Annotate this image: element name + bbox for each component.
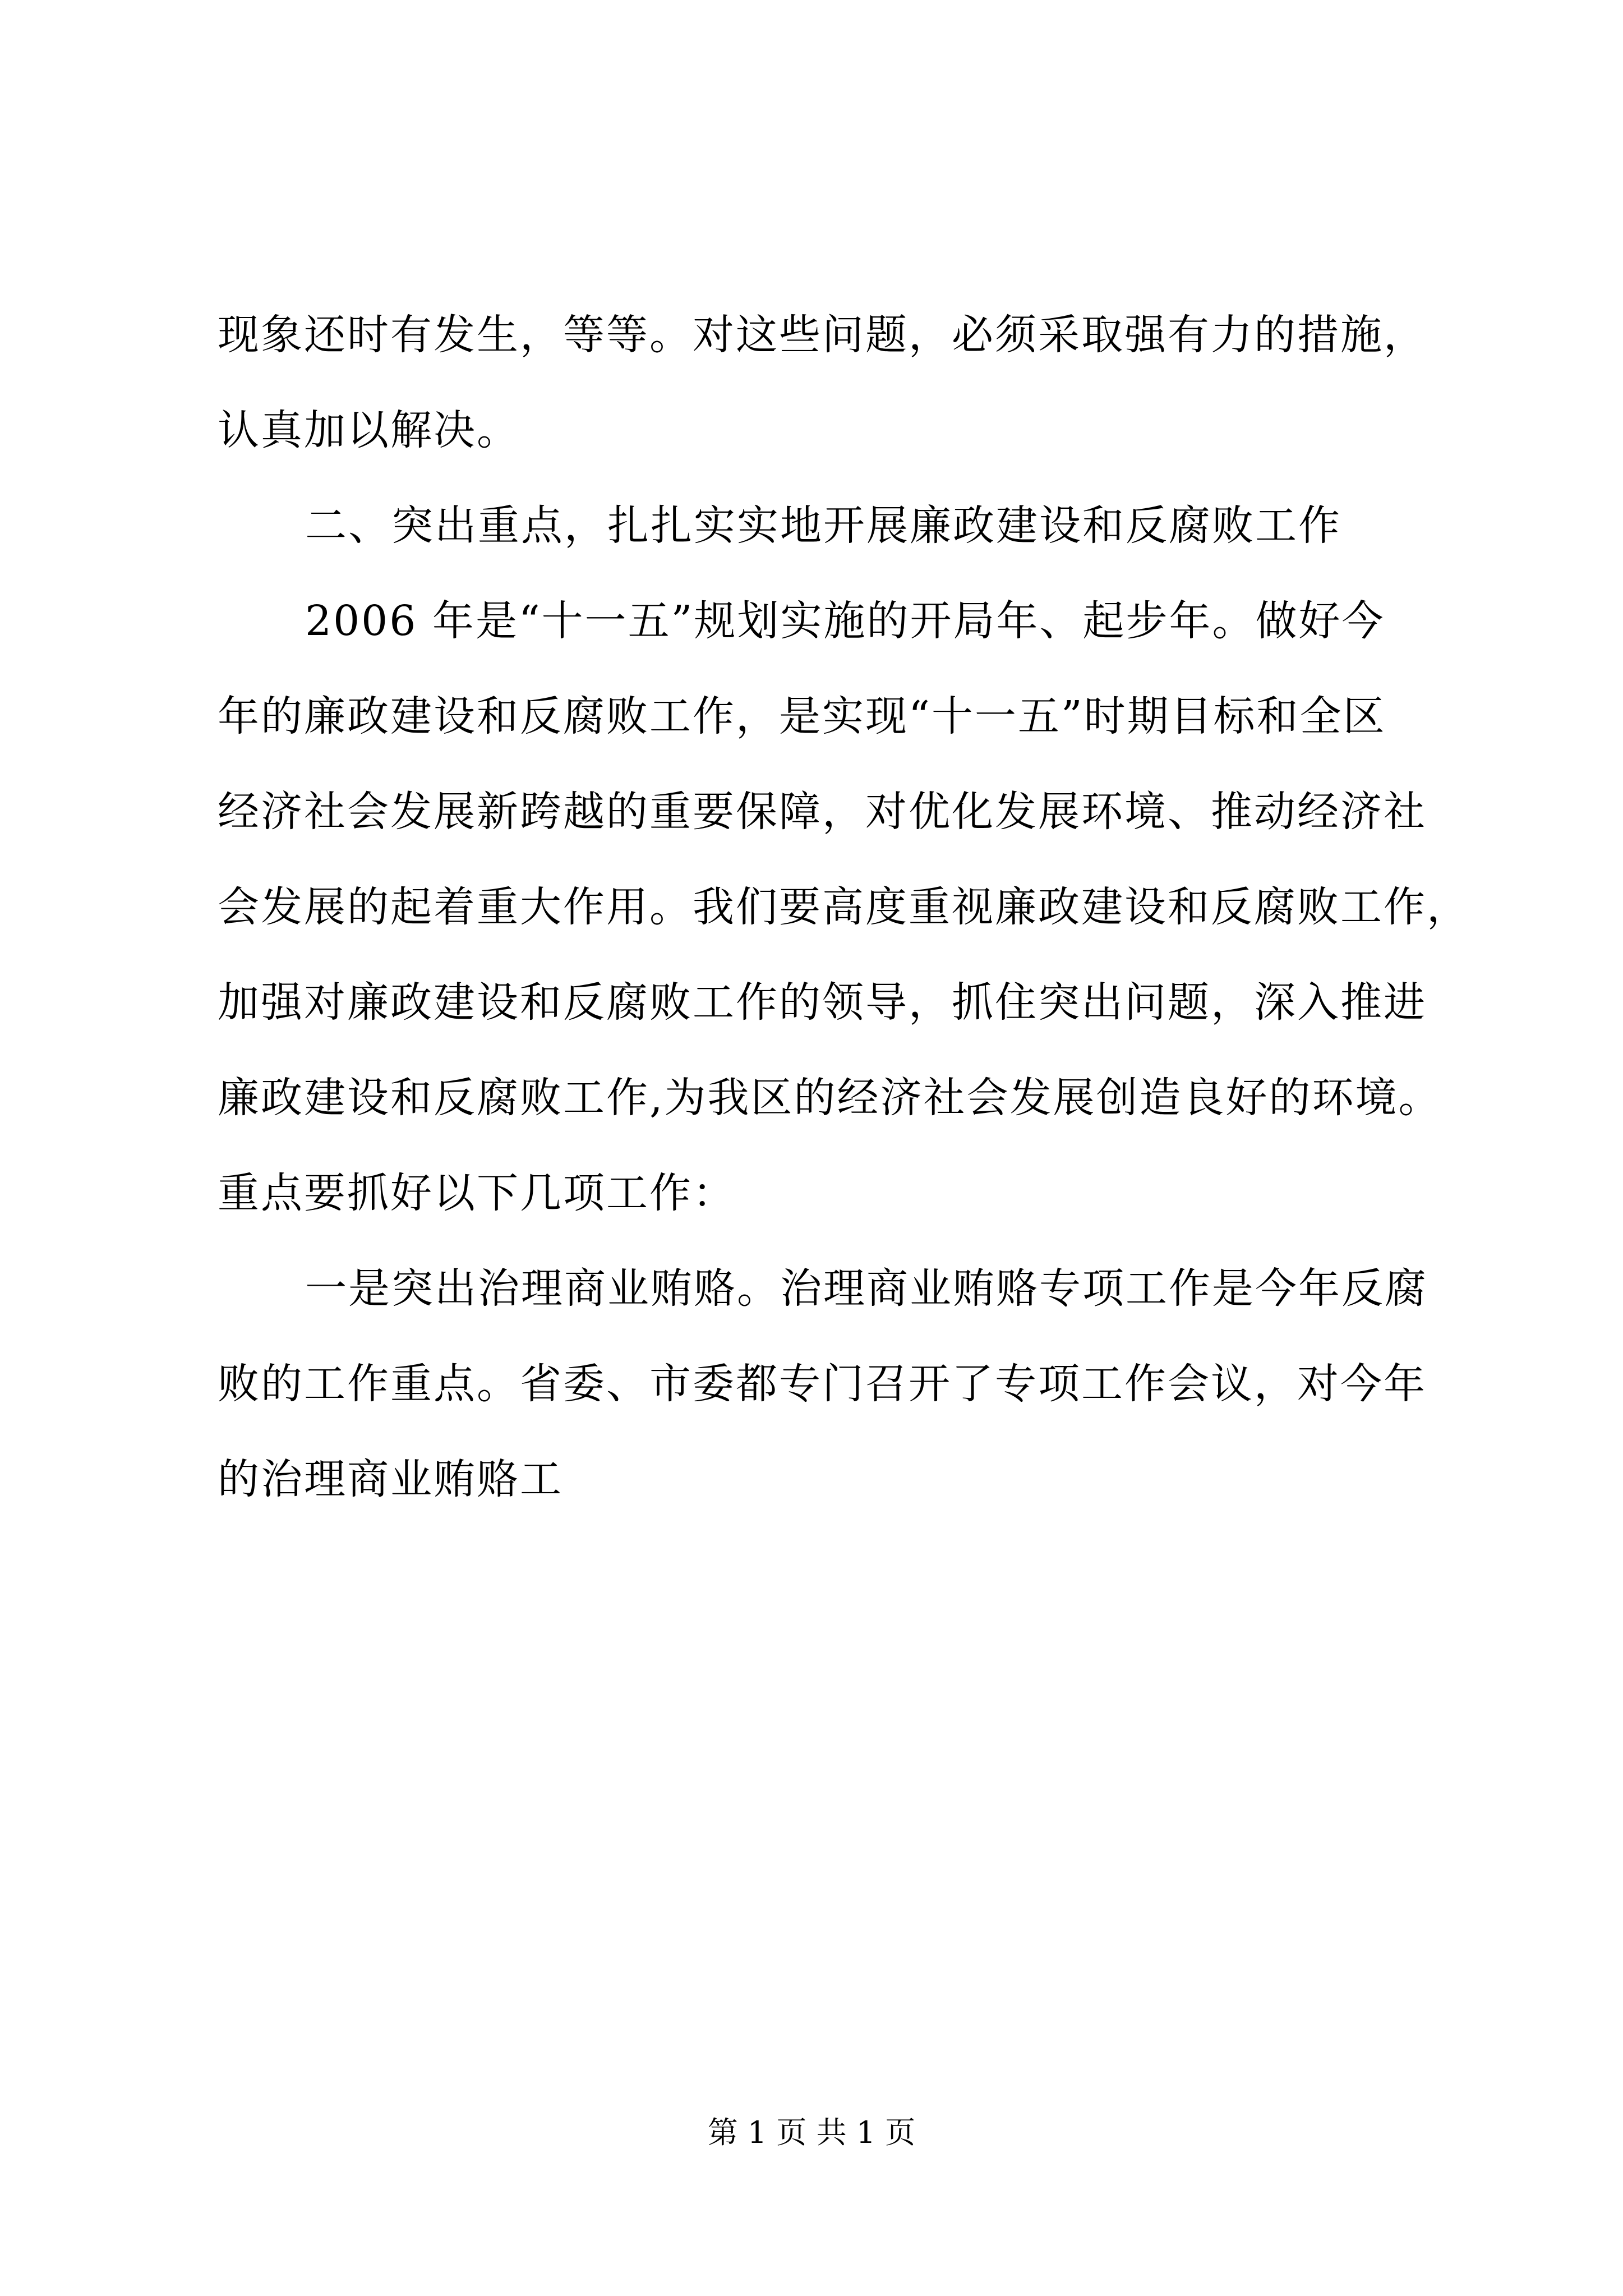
text-line: 一是突出治理商业贿赂。治理商业贿赂专项工作是今年反腐 [305, 1264, 1428, 1313]
text-line: 经济社会发展新跨越的重要保障，对优化发展环境、推动经济社 [218, 788, 1427, 836]
text-line: 加强对廉政建设和反腐败工作的领导，抓住突出问题，深入推进 [218, 978, 1427, 1027]
text-line: 年的廉政建设和反腐败工作，是实现“十一五”时期目标和全区 [218, 692, 1386, 740]
document-body [218, 287, 1470, 1527]
section-heading: 二、突出重点，扎扎实实地开展廉政建设和反腐败工作 [305, 501, 1341, 550]
text-line: 会发展的起着重大作用。我们要高度重视廉政建设和反腐败工作， [218, 883, 1470, 931]
page-footer: 第 1 页 共 1 页 [707, 2115, 916, 2150]
text-line: 败的工作重点。省委、市委都专门召开了专项工作会议，对今年 [218, 1360, 1427, 1408]
text-line: 的治理商业贿赂工 [218, 1455, 563, 1503]
text-line: 认真加以解决。 [218, 406, 520, 454]
text-line: 2006 年是“十一五”规划实施的开局年、起步年。做好今 [305, 597, 1385, 645]
text-line: 廉政建设和反腐败工作,为我区的经济社会发展创造良好的环境。 [218, 1074, 1442, 1122]
text-line: 重点要抓好以下几项工作： [218, 1169, 736, 1217]
text-line: 现象还时有发生，等等。对这些问题，必须采取强有力的措施， [218, 311, 1427, 359]
